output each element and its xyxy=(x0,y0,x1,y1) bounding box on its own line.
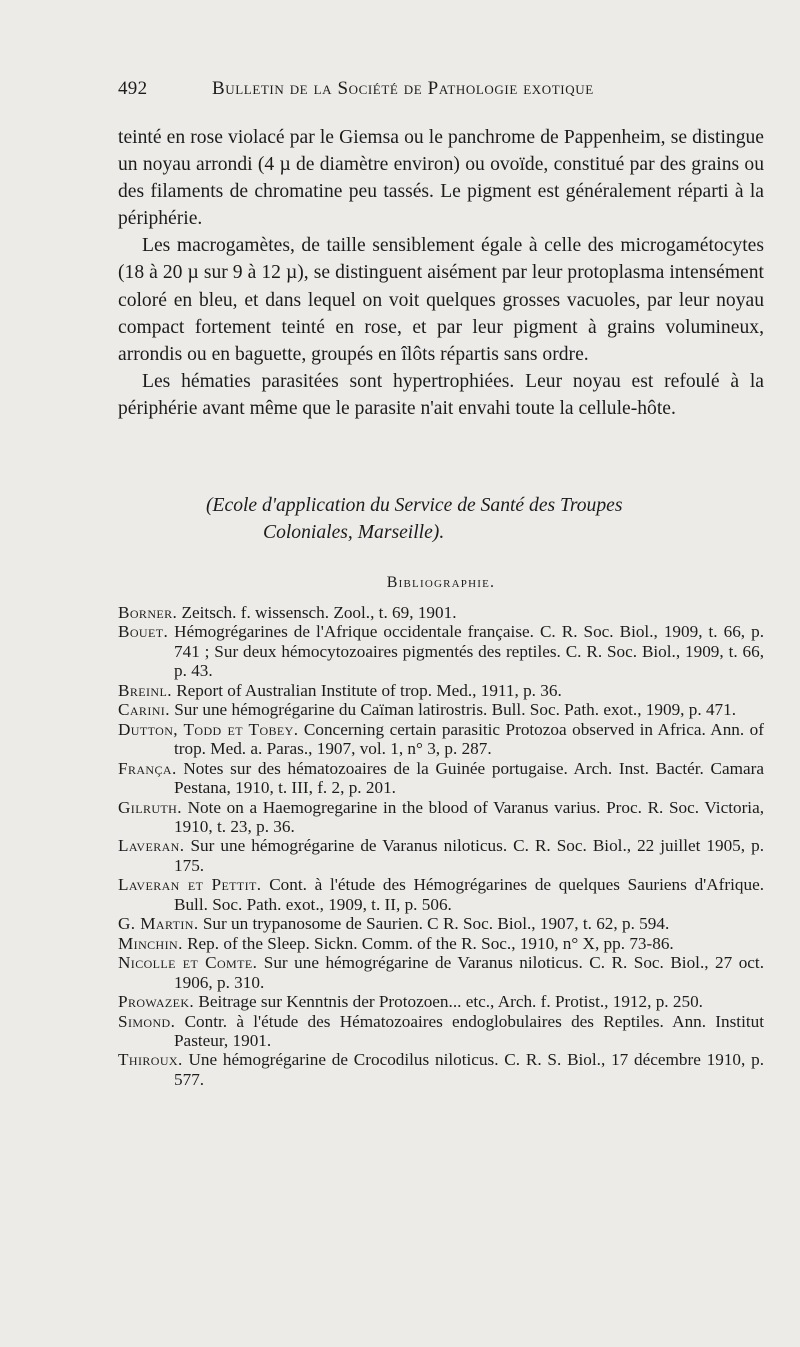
entry-text: Sur une hémogrégarine de Varanus niloticus. C. R. Soc. Biol., 27 oct. 1906, p. 310. xyxy=(174,953,764,992)
bibliography-entry xyxy=(118,759,764,798)
bibliography-entry xyxy=(118,953,764,992)
entry-text: Une hémogrégarine de Crocodilus niloticus. C. R. S. Biol., 17 décembre 1910, p. 577. xyxy=(174,1050,764,1089)
bibliography-entry xyxy=(118,934,764,953)
entry-text: Notes sur des hématozoaires de la Guinée portugaise. Arch. Inst. Bactér. Camara Pestana, 1910, t. III, f. 2, p. 201. xyxy=(174,758,764,798)
entry-author: G. Martin. xyxy=(118,914,199,934)
bibliography-entry xyxy=(118,836,764,875)
bibliography-entry xyxy=(118,875,764,914)
entry-author: Simond. xyxy=(118,1011,176,1031)
entry-author: Bouet. xyxy=(118,622,169,642)
bibliography-entry xyxy=(118,1050,764,1089)
entry-text: Concerning certain parasitic Protozoa observed in Africa. Ann. of trop. Med. a. Paras., 1907, vol. 1, n° 3, p. 287. xyxy=(174,719,764,759)
entry-author: Thiroux. xyxy=(118,1050,183,1070)
bibliography-entry xyxy=(118,622,764,680)
bibliography-entry xyxy=(118,603,764,622)
bibliography-heading: Bibliographie. xyxy=(386,574,496,591)
entry-text: Cont. à l'étude des Hémogrégarines de quelques Sauriens d'Afrique. Bull. Soc. Path. exot., 1909, t. II, p. 506. xyxy=(174,875,765,914)
entry-text: Zeitsch. f. wissensch. Zool., t. 69, 1901. xyxy=(177,603,457,622)
bibliography-list xyxy=(118,603,764,1089)
entry-text: Hémogrégarines de l'Afrique occidentale française. C. R. Soc. Biol., 1909, t. 66, p. 741 ; Sur deux hémocytozoaires pigmentés des reptiles. C. R. Soc. Biol., 1909, t. 66, p. 43. xyxy=(168,622,764,681)
bibliography-entry xyxy=(118,700,764,719)
entry-text: Note on a Haemogregarine in the blood of Varanus varius. Proc. R. Soc. Victoria, 1910, t. 23, p. 36. xyxy=(174,797,764,836)
entry-author: Gilruth. xyxy=(118,797,182,817)
paragraph: teinté en rose violacé par le Giemsa ou le panchrome de Pappenheim, se distingue un noyau arrondi (4 µ de diamètre environ) ou ovoïde, constitué par des grains ou des filaments de chromatine peu tassés. Le pigment est généralement réparti à la périphérie. xyxy=(118,127,764,230)
entry-author: Laveran et Pettit. xyxy=(118,875,262,895)
bibliography-entry xyxy=(118,914,764,933)
entry-text: Sur un trypanosome de Saurien. C R. Soc. Biol., 1907, t. 62, p. 594. xyxy=(198,914,670,934)
entry-author: Breinl. xyxy=(118,680,172,700)
entry-text: Rep. of the Sleep. Sickn. Comm. of the R. Soc., 1910, n° X, pp. 73-86. xyxy=(182,933,674,953)
entry-author: Laveran. xyxy=(118,836,185,856)
body-text xyxy=(118,124,764,422)
bibliography-entry xyxy=(118,1012,764,1051)
entry-author: Dutton, Todd et Tobey. xyxy=(118,719,299,739)
bibliography-entry xyxy=(118,681,764,700)
journal-title: Bulletin de la Société de Pathologie exotique xyxy=(212,78,594,99)
affiliation-line: (Ecole d'application du Service de Santé des Troupes xyxy=(206,495,623,516)
entry-author: Nicolle et Comte. xyxy=(118,953,258,973)
page-number: 492 xyxy=(118,78,148,99)
entry-text: Sur une hémogrégarine du Caïman latirostris. Bull. Soc. Path. exot., 1909, p. 471. xyxy=(169,700,737,720)
bibliography-entry xyxy=(118,720,764,759)
affiliation-line: Coloniales, Marseille). xyxy=(263,522,445,543)
entry-author: Carini. xyxy=(118,700,170,720)
entry-author: França. xyxy=(118,758,177,778)
paragraph: Les hématies parasitées sont hypertrophiées. Leur noyau est refoulé à la périphérie avant même que le parasite n'ait envahi toute la cellule-hôte. xyxy=(118,370,764,419)
affiliation xyxy=(118,492,764,546)
bibliography-entry xyxy=(118,798,764,837)
entry-author: Borner. xyxy=(118,603,178,622)
entry-text: Contr. à l'étude des Hématozoaires endoglobulaires des Reptiles. Ann. Institut Pasteur, 1901. xyxy=(174,1011,764,1050)
bibliography-entry xyxy=(118,992,764,1011)
entry-text: Report of Australian Institute of trop. Med., 1911, p. 36. xyxy=(171,680,562,700)
paragraph: Les macrogamètes, de taille sensiblement égale à celle des microgamétocytes (18 à 20 µ sur 9 à 12 µ), se distinguent aisément par leur protoplasma intensément coloré en bleu, et dans lequel on voit quelques grosses vacuoles, par leur noyau compact fortement teinté en rose, et par leur pigment à grains volumineux, arrondis ou en baguette, groupés en îlôts répartis sans ordre. xyxy=(118,235,764,365)
entry-text: Beitrage sur Kenntnis der Protozoen... etc., Arch. f. Protist., 1912, p. 250. xyxy=(194,992,703,1012)
entry-text: Sur une hémogrégarine de Varanus niloticus. C. R. Soc. Biol., 22 juillet 1905, p. 175. xyxy=(174,836,764,875)
entry-author: Minchin. xyxy=(118,933,183,953)
entry-author: Prowazek. xyxy=(118,992,195,1012)
